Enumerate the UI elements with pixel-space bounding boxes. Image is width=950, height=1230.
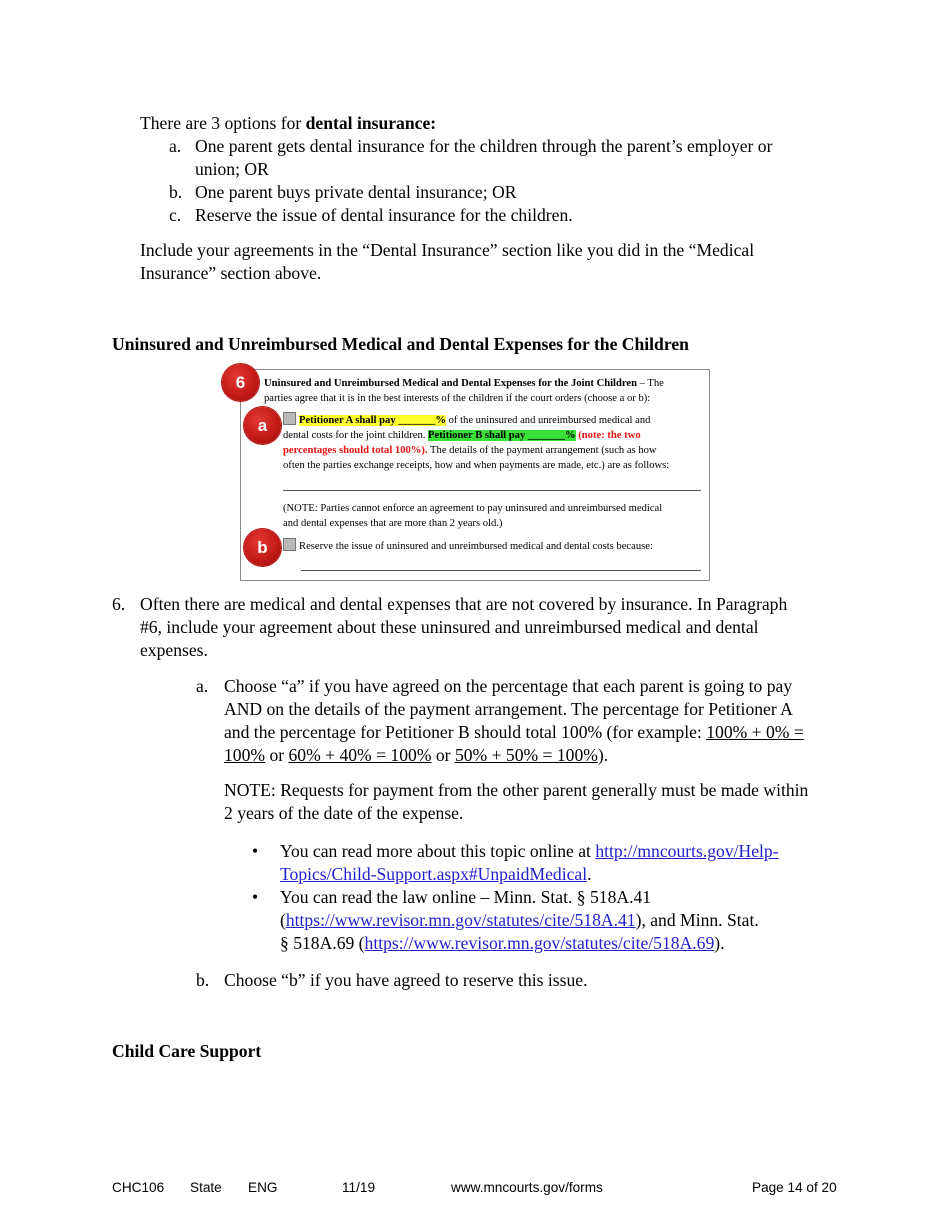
option-a-text: often the parties exchange receipts, how and when payments are made, etc.) are as follows: (283, 460, 670, 471)
footer-date: 11/19 (342, 1180, 376, 1195)
sub-item-a (196, 675, 846, 825)
note-line: NOTE: Requests for payment from the other parent generally must be made within (224, 780, 809, 800)
list-marker: c. (169, 205, 182, 225)
list-item (169, 204, 840, 227)
bullet-icon: • (252, 887, 259, 907)
option-a-text: of the uninsured and unreimbursed medical and (445, 415, 651, 426)
form-excerpt (240, 369, 710, 581)
form-title-rest: – The (637, 378, 664, 389)
bullet-item (252, 886, 842, 955)
option-a-text: The details of the payment arrangement (such as how (427, 445, 657, 456)
bullet-icon: • (252, 841, 259, 861)
sub-text: Choose “b” if you have agreed to reserve this issue. (224, 970, 588, 990)
list-item-text: union; OR (195, 159, 269, 179)
petitioner-b-share: Petitioner B shall pay _______% (428, 430, 576, 441)
bullet-text: ), and Minn. Stat. (635, 910, 759, 930)
note-line: 2 years of the date of the expense. (224, 803, 464, 823)
sub-marker: b. (196, 970, 210, 990)
intro-paragraph (140, 239, 840, 285)
example-1: 100% + 0% = (706, 722, 804, 742)
list-item-text: One parent gets dental insurance for the children through the parent’s employer or (195, 136, 773, 156)
step-6-badge: 6 (222, 364, 259, 401)
form-note (283, 501, 713, 531)
footer-url: www.mncourts.gov/forms (451, 1180, 603, 1195)
sub-text: ). (597, 745, 609, 765)
help-topics-link[interactable]: http://mncourts.gov/Help- (595, 841, 779, 861)
instruction-item-6 (112, 593, 842, 662)
bullet-text: You can read the law online – Minn. Stat. § 518A.41 (280, 887, 652, 907)
note-line: and dental expenses that are more than 2 years old.) (283, 518, 503, 529)
bullet-text: You can read more about this topic online at (280, 841, 596, 861)
statute-518a69-link[interactable]: https://www.revisor.mn.gov/statutes/cite/518A.69 (364, 933, 715, 953)
item-text: expenses. (140, 640, 208, 660)
list-item-text: Reserve the issue of dental insurance for the children. (195, 205, 573, 225)
statute-518a41-link[interactable]: https://www.revisor.mn.gov/statutes/cite/518A.41 (285, 910, 636, 930)
paragraph-line: Include your agreements in the “Dental Insurance” section like you did in the “Medical (140, 240, 755, 260)
form-option-b (283, 538, 713, 554)
total-note: percentages should total 100%). (283, 445, 428, 456)
or-text: or (431, 745, 455, 765)
petitioner-a-share: Petitioner A shall pay _______% (299, 415, 446, 426)
example-1: 100% (224, 745, 266, 765)
intro-bold: dental insurance: (305, 113, 437, 133)
list-item (169, 135, 840, 181)
form-option-a (283, 412, 713, 473)
item-text: Often there are medical and dental expenses that are not covered by insurance. In Paragraph (140, 594, 788, 614)
fill-line (283, 490, 701, 491)
list-item (169, 181, 840, 204)
list-marker: b. (169, 182, 183, 202)
bullet-item (252, 840, 842, 886)
item-text: #6, include your agreement about these uninsured and unreimbursed medical and dental (140, 617, 759, 637)
paragraph-line: Insurance” section above. (140, 263, 322, 283)
dental-options-list (169, 135, 840, 227)
total-note: (note: the two (575, 430, 641, 441)
bullet-text: . (587, 864, 592, 884)
bullet-text: § 518A.69 ( (280, 933, 365, 953)
note-line: (NOTE: Parties cannot enforce an agreement to pay uninsured and unreimbursed medical (283, 503, 663, 514)
footer-language: ENG (248, 1180, 278, 1195)
footer-page-number: Page 14 of 20 (752, 1180, 837, 1195)
sub-text: Choose “a” if you have agreed on the percentage that each parent is going to pay (224, 676, 793, 696)
form-title (264, 376, 709, 406)
option-a-checkbox[interactable] (283, 412, 296, 425)
or-text: or (265, 745, 289, 765)
bullet-text: ). (714, 933, 725, 953)
option-a-text: dental costs for the joint children. (283, 430, 429, 441)
option-b-text: Reserve the issue of uninsured and unreimbursed medical and dental costs because: (299, 541, 653, 552)
dental-insurance-intro (140, 112, 840, 285)
section-heading: Uninsured and Unreimbursed Medical and Dental Expenses for the Children (112, 334, 689, 354)
form-title-bold: Uninsured and Unreimbursed Medical and Dental Expenses for the Joint Children (264, 378, 637, 389)
sub-text: AND on the details of the payment arrangement. The percentage for Petitioner A (224, 699, 793, 719)
sub-item-b (196, 969, 846, 992)
payment-note (224, 779, 846, 825)
sub-text: and the percentage for Petitioner B should total 100% (for example: (224, 722, 707, 742)
child-care-heading: Child Care Support (112, 1041, 262, 1061)
sub-marker: a. (196, 676, 209, 696)
option-a-badge: a (244, 407, 281, 444)
list-marker: a. (169, 136, 182, 156)
form-title-line2: parties agree that it is in the best interests of the children if the court orders (choose a or b): (264, 393, 651, 404)
item-number: 6. (112, 594, 126, 614)
option-b-badge: b (244, 529, 281, 566)
footer-form-id: CHC106 (112, 1180, 165, 1195)
fill-line (301, 570, 701, 571)
list-item-text: One parent buys private dental insurance; OR (195, 182, 517, 202)
option-b-checkbox[interactable] (283, 538, 296, 551)
example-2: 60% + 40% = 100% (288, 745, 432, 765)
intro-text: There are 3 options for (140, 113, 306, 133)
help-topics-link[interactable]: Topics/Child-Support.aspx#UnpaidMedical (280, 864, 588, 884)
bullet-text: ( (280, 910, 286, 930)
footer-state: State (190, 1180, 222, 1195)
example-3: 50% + 50% = 100% (454, 745, 598, 765)
resource-bullets (252, 840, 842, 955)
